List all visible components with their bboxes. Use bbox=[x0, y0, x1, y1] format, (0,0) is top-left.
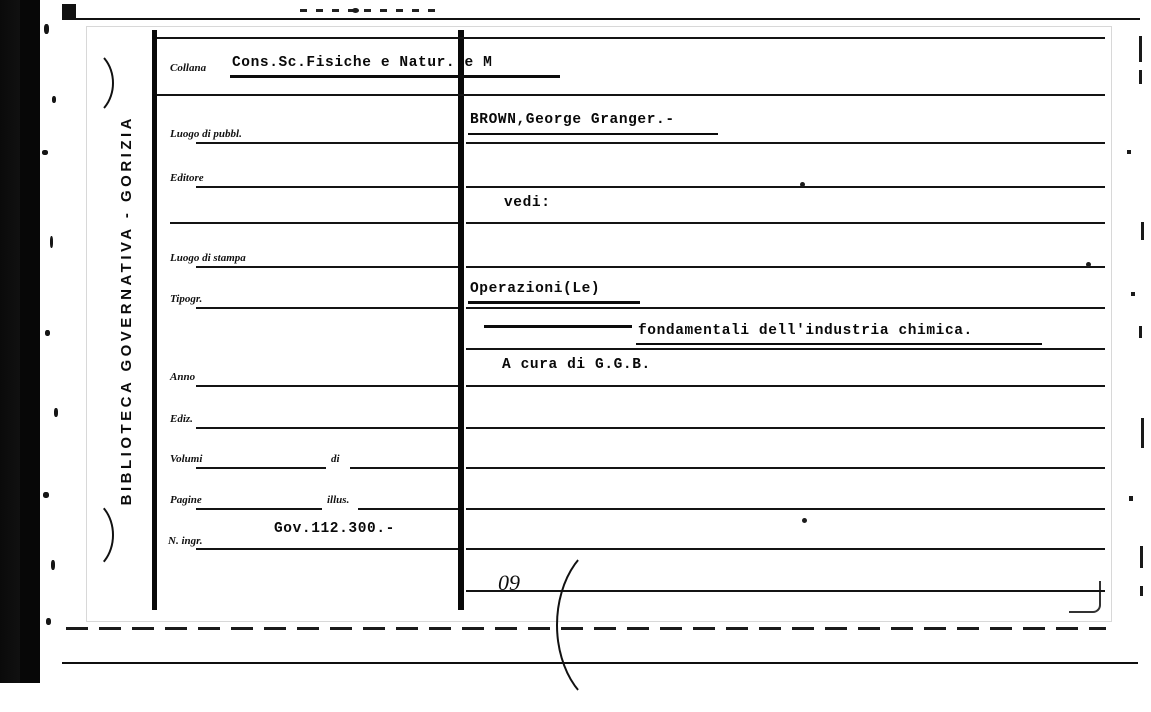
label-tipogr: Tipogr. bbox=[170, 293, 203, 305]
rule-ediz bbox=[196, 427, 458, 429]
library-stamp-vertical bbox=[104, 50, 148, 570]
rule-right-3 bbox=[466, 222, 1105, 224]
entry-title-dash-rule bbox=[484, 325, 632, 328]
pencil-arc-bottom-left bbox=[56, 498, 114, 572]
entry-see-also: vedi: bbox=[504, 195, 551, 211]
rule-pagine bbox=[196, 508, 322, 510]
rule-top bbox=[157, 37, 1105, 39]
scan-right-edge-artifacts bbox=[1121, 26, 1147, 626]
pencil-arc-top-left bbox=[56, 48, 114, 118]
rule-pagine-illus bbox=[358, 508, 458, 510]
rule-luogo-pubbl bbox=[196, 142, 458, 144]
label-luogo-pubbl: Luogo di pubbl. bbox=[170, 128, 242, 140]
card-vertical-rule-middle bbox=[458, 30, 464, 610]
label-pagine: Pagine bbox=[170, 494, 202, 506]
label-editore: Editore bbox=[170, 172, 204, 184]
rule-luogo-stampa bbox=[196, 266, 458, 268]
library-stamp-text: BIBLIOTECA GOVERNATIVA - GORIZIA bbox=[117, 114, 135, 506]
scan-top-dotted-artifact bbox=[300, 9, 440, 12]
card-vertical-rule-left bbox=[152, 30, 157, 610]
rule-right-1 bbox=[466, 142, 1105, 144]
rule-right-7 bbox=[466, 385, 1105, 387]
scan-top-rule bbox=[62, 18, 1140, 20]
entry-title-main: Operazioni(Le) bbox=[470, 281, 601, 297]
page-number: 09 bbox=[498, 570, 520, 595]
card-corner-mark bbox=[1069, 581, 1101, 613]
label-volumi-di: di bbox=[331, 453, 340, 465]
label-n-ingr: N. ingr. bbox=[168, 535, 203, 547]
label-volumi: Volumi bbox=[170, 453, 203, 465]
entry-collana-value: Cons.Sc.Fisiche e Natur. e M bbox=[232, 55, 493, 71]
entry-title-main-underline bbox=[468, 301, 640, 304]
rule-right-2 bbox=[466, 186, 1105, 188]
rule-anno bbox=[196, 385, 458, 387]
label-collana: Collana bbox=[170, 62, 207, 74]
entry-title-continuation: fondamentali dell'industria chimica. bbox=[638, 323, 973, 339]
rule-tipogr bbox=[196, 307, 458, 309]
rule-right-5 bbox=[466, 307, 1105, 309]
label-luogo-stampa: Luogo di stampa bbox=[170, 252, 246, 264]
scan-left-edge-core bbox=[20, 0, 42, 683]
rule-editore bbox=[196, 186, 458, 188]
scan-speck-1 bbox=[800, 182, 805, 187]
rule-right-11 bbox=[466, 548, 1105, 550]
rule-right-8 bbox=[466, 427, 1105, 429]
entry-collana-underline bbox=[230, 75, 560, 78]
entry-title-continuation-underline bbox=[636, 343, 1042, 345]
entry-author-underline bbox=[468, 133, 718, 135]
label-anno: Anno bbox=[170, 371, 196, 383]
scan-speck-4 bbox=[352, 8, 359, 13]
rule-n-ingr bbox=[196, 548, 458, 550]
entry-author: BROWN,George Granger.- bbox=[470, 112, 675, 128]
pencil-arc-bottom bbox=[556, 538, 680, 712]
rule-right-4 bbox=[466, 266, 1105, 268]
rule-right-6 bbox=[466, 348, 1105, 350]
rule-right-9 bbox=[466, 467, 1105, 469]
scan-speck-3 bbox=[802, 518, 807, 523]
entry-editor-note: A cura di G.G.B. bbox=[502, 357, 651, 373]
scan-speck-2 bbox=[1086, 262, 1091, 267]
rule-volumi bbox=[196, 467, 326, 469]
label-pagine-illus: illus. bbox=[327, 494, 350, 506]
rule-editore-2 bbox=[170, 222, 458, 224]
entry-n-ingr-value: Gov.112.300.- bbox=[274, 521, 395, 537]
label-ediz: Ediz. bbox=[170, 413, 193, 425]
rule-collana-bottom bbox=[157, 94, 1105, 96]
rule-volumi-di bbox=[350, 467, 458, 469]
rule-right-10 bbox=[466, 508, 1105, 510]
